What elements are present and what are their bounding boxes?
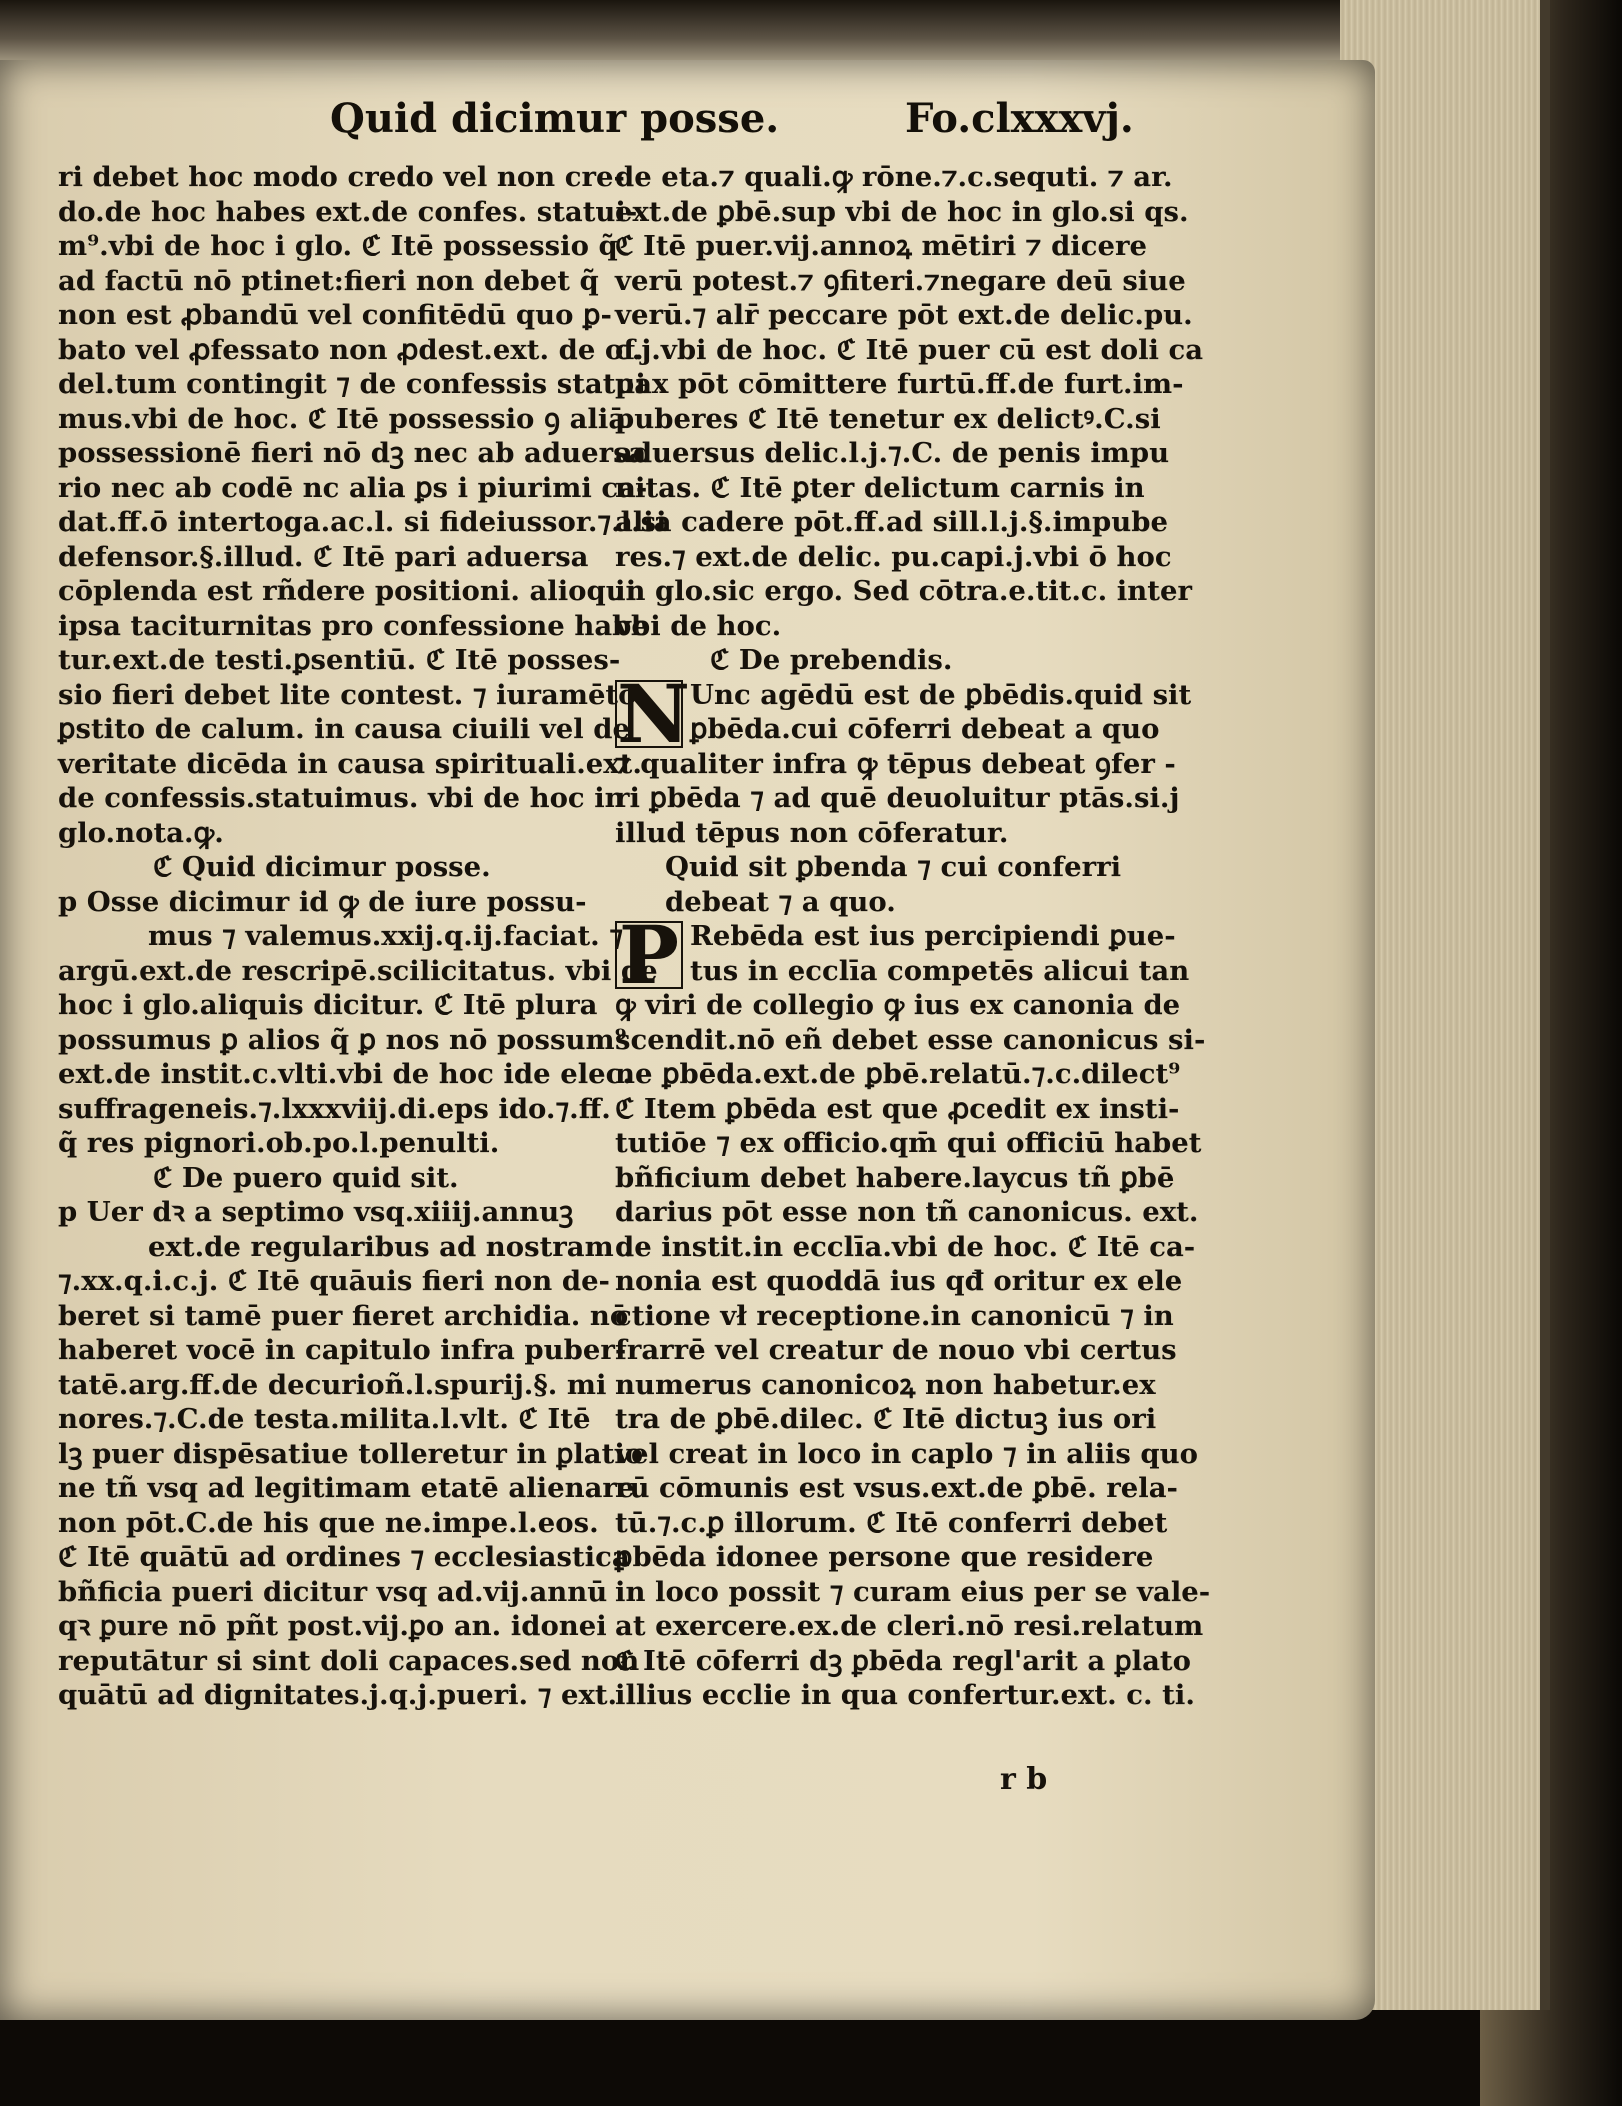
text-line: ℭ Itē puer.vij.annoꝝ mētiri ⁊ dicere (615, 230, 1147, 262)
text-line: ꝑstito de calum. in causa ciuili vel de (58, 713, 631, 745)
text-line: verū.⁊ alr̄ peccare pōt ext.de delic.pu. (615, 299, 1193, 331)
text-line: verū potest.⁊ ꝯfiteri.⁊negare deū siue (615, 264, 1186, 297)
initial-p: P (615, 921, 683, 989)
text-line: haberet vocē in capitulo infra puber- (58, 1334, 627, 1366)
text-line: de confessis.statuimus. vbi de hoc in (58, 782, 625, 814)
text-line: ꝙ viri de collegio ꝙ ius ex canonia de (615, 989, 1181, 1021)
text-line: bñficium debet habere.laycus tñ ꝑbē (615, 1161, 1175, 1194)
running-title: Quid dicimur posse. (330, 95, 780, 142)
initial-n: N (617, 666, 691, 761)
text-line: non est ꝓbandū vel confitēdū quo ꝑ- (58, 299, 612, 331)
text-line: sio fieri debet lite contest. ⁊ iuramēto (58, 678, 637, 711)
text-line: in glo.sic ergo. Sed cōtra.e.tit.c. inter (615, 575, 1192, 607)
text-line: tra de ꝑbē.dilec. ℭ Itē dictuꝫ ius ori (615, 1403, 1157, 1435)
text-line: rio nec ab codē nc alia ꝑs i piurimi ca- (58, 471, 648, 504)
text-line: c.j.vbi de hoc. ℭ Itē puer cū est doli ca (615, 333, 1204, 366)
text-line: tutiōe ⁊ ex officio.qm̄ qui officiū habet (615, 1127, 1202, 1159)
text-line: non pōt.C.de his que ne.impe.l.eos. (58, 1506, 599, 1539)
text-line: at exercere.ex.de cleri.nō resi.relatum (615, 1610, 1204, 1642)
text-line: puberes ℭ Itē tenetur ex delictꝰ.C.si (615, 402, 1161, 435)
text-line: ext.de regularibus ad nostram . (148, 1230, 633, 1263)
text-line: mus.vbi de hoc. ℭ Itē possessio ꝯ aliā (58, 402, 627, 435)
text-line: lꝫ puer dispēsatiue tolleretur in ꝑlatio (58, 1437, 644, 1470)
text-line: beret si tamē puer fieret archidia. nō (58, 1299, 629, 1332)
text-line: argū.ext.de rescripē.scilicitatus. vbi de (58, 954, 658, 987)
text-line: P Rebēda est ius percipiendi ꝑue- (615, 919, 1165, 954)
text-line: nitas. ℭ Itē ꝑter delictum carnis in (615, 471, 1145, 504)
text-line: reputātur si sint doli capaces.sed non (58, 1644, 640, 1677)
text-line: bato vel ꝓfessato non ꝓdest.ext. de of. (58, 333, 644, 366)
signature-mark: r b (1000, 1762, 1048, 1797)
text-line: ne tñ vsq ad legitimam etatē alienare (58, 1472, 635, 1504)
text-line: ext.de instit.c.vlti.vbi de hoc ide elec. (58, 1058, 632, 1090)
text-line: in loco possit ⁊ curam eius per se vale- (615, 1575, 1211, 1608)
text-line: frarrē vel creatur de nouo vbi certus (615, 1334, 1177, 1366)
text-line: q̃ res pignori.ob.po.l.penulti. (58, 1127, 500, 1159)
text-line: Quid sit ꝑbenda ⁊ cui conferri (665, 851, 1122, 883)
text-line: ipsa taciturnitas pro confessione habe (58, 609, 649, 642)
text-line: ⁊.xx.q.i.c.j. ℭ Itē quāuis fieri non de- (58, 1265, 610, 1297)
text-line: ri debet hoc modo credo vel non cre- (58, 161, 625, 193)
text-line: do.de hoc habes ext.de confes. statui- (58, 195, 638, 228)
text-line: p Osse dicimur id ꝙ de iure possu- (58, 885, 587, 918)
text-line: nonia est quoddā ius qđ oritur ex ele (615, 1265, 1183, 1297)
folio-number: Fo.clxxxvj. (905, 95, 1134, 142)
text-line: tū.⁊.c.ꝑ illorum. ℭ Itē conferri debet (615, 1506, 1168, 1539)
text-line: p Uer dꝛ a septimo vsq.xiiij.annuꝫ (58, 1196, 574, 1228)
text-line: quātū ad dignitates.j.q.j.pueri. ⁊ ext. (58, 1679, 618, 1711)
text-line: debeat ⁊ a quo. (665, 885, 896, 918)
text-line: ⁊ qualiter infra ꝙ tēpus debeat ꝯfer - (615, 747, 1176, 780)
text-line: vel creat in loco in caplo ⁊ in aliis quo (615, 1437, 1198, 1470)
text-line: tur.ext.de testi.ꝑsentiū. ℭ Itē posses- (58, 644, 621, 676)
text-line: ℭ De puero quid sit. (153, 1161, 459, 1194)
text-line: illius ecclie in qua confertur.ext. c. ti. (615, 1679, 1195, 1711)
text-line: cōplenda est rñdere positioni. alioqui (58, 575, 637, 607)
text-line: aduersus delic.l.j.⁊.C. de penis impu (615, 437, 1170, 469)
text-line: possessionē fieri nō dꝫ nec ab aduersa (58, 437, 647, 469)
text-line: dat.ff.ō intertoga.ac.l. si fideiussor.⁊.l.si (58, 506, 667, 538)
text-line: ad factū nō ptinet:fieri non debet q̃ (58, 264, 599, 297)
text-line: ℭ Itē quātū ad ordines ⁊ ecclesiastica (58, 1541, 630, 1573)
text-line: nores.⁊.C.de testa.milita.l.vlt. ℭ Itē (58, 1403, 591, 1435)
text-line: ℭ Itē cōferri dꝫ ꝑbēda regl'arit a ꝑlato (615, 1644, 1191, 1677)
text-line: N Unc agēdū est de ꝑbēdis.quid sit (617, 666, 1192, 761)
text-line: suffrageneis.⁊.lxxxviij.di.eps ido.⁊.ff. (58, 1092, 611, 1125)
text-line: alia cadere pōt.ff.ad sill.l.j.§.impube (615, 506, 1168, 538)
text-line: del.tum contingit ⁊ de confessis statui (58, 368, 646, 400)
text-line: qꝛ ꝑure nō pñt post.vij.ꝑo an. idonei (58, 1610, 607, 1642)
text-line: ꝑbēda idonee persone que residere (615, 1541, 1154, 1573)
text-line: vbi de hoc. (615, 609, 782, 642)
text-line: pax pōt cōmittere furtū.ff.de furt.im- (615, 368, 1184, 400)
text-line: ne ꝑbēda.ext.de ꝑbē.relatū.⁊.c.dilect⁹ (615, 1058, 1181, 1090)
text-line: tus in ecclīa competēs alicui tan (690, 954, 1190, 987)
text-line: de instit.in ecclīa.vbi de hoc. ℭ Itē ca- (615, 1230, 1196, 1263)
text-line: numerus canonicoꝝ non habetur.ex (615, 1368, 1156, 1401)
text-line: ext.de ꝑbē.sup vbi de hoc in glo.si qs. (615, 195, 1189, 228)
text-line: m⁹.vbi de hoc i glo. ℭ Itē possessio q̃ (58, 230, 618, 262)
text-line: ℭ Item ꝑbēda est que ꝓcedit ex insti- (615, 1092, 1180, 1125)
text-line: de eta.⁊ quali.ꝙ rōne.⁊.c.sequti. ⁊ ar. (615, 161, 1173, 193)
right-column (615, 160, 1211, 1713)
text-line: ri ꝑbēda ⁊ ad quē deuoluitur ptās.si.j (615, 782, 1180, 814)
page-header (0, 95, 1375, 155)
text-line: mus ⁊ valemus.xxij.q.ij.faciat. ⁊ (148, 920, 623, 952)
text-line: hoc i glo.aliquis dicitur. ℭ Itē plura (58, 989, 598, 1021)
text-line: bñficia pueri dicitur vsq ad.vij.annū (58, 1575, 608, 1608)
text-line: defensor.§.illud. ℭ Itē pari aduersa (58, 540, 589, 573)
text-line: tatē.arg.ff.de decurioñ.l.spurij.§. mi (58, 1368, 607, 1401)
text-line: scendit.nō eñ debet esse canonicus si- (615, 1023, 1206, 1056)
text-line: veritate dicēda in causa spirituali.ext. (58, 747, 642, 780)
text-line: ℭ De prebendis. (710, 644, 953, 676)
left-column (58, 160, 667, 1713)
text-line: ꝑbēda.cui cōferri debeat a quo (690, 713, 1160, 745)
text-line: darius pōt esse non tñ canonicus. ext. (615, 1196, 1199, 1228)
text-line: ℭ Quid dicimur posse. (153, 851, 491, 883)
text-line: illud tēpus non cōferatur. (615, 816, 1009, 849)
text-line: rū cōmunis est vsus.ext.de ꝑbē. rela- (615, 1472, 1178, 1504)
text-line: res.⁊ ext.de delic. pu.capi.j.vbi ō hoc (615, 540, 1172, 573)
text-line: possumus ꝑ alios q̃ ꝑ nos nō possum⁹ (58, 1023, 627, 1056)
text-line: ctione vł receptione.in canonicū ⁊ in (615, 1299, 1174, 1332)
text-line: glo.nota.ꝙ. (58, 816, 224, 849)
